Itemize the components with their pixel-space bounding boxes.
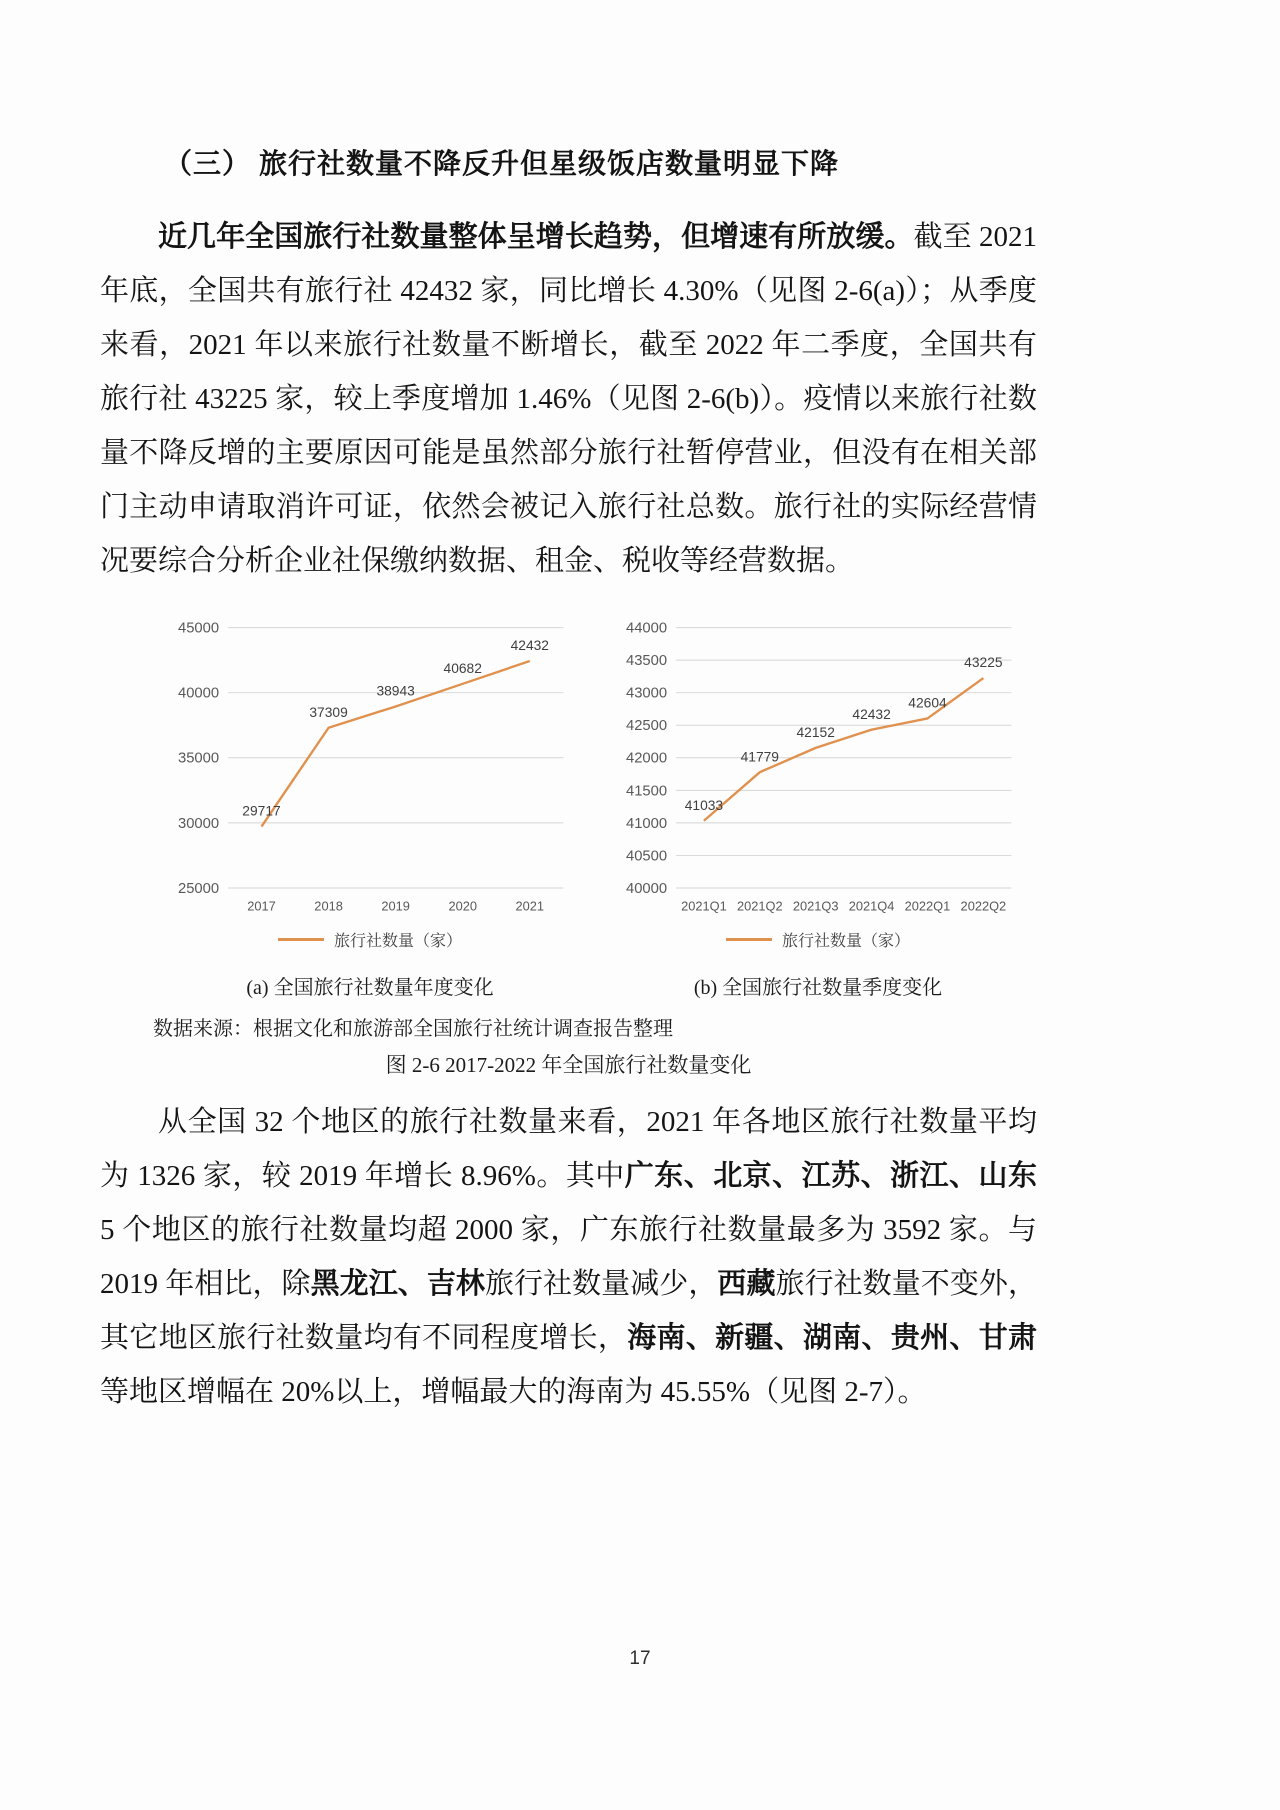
svg-text:37309: 37309 bbox=[309, 704, 348, 720]
svg-text:38943: 38943 bbox=[376, 683, 415, 699]
paragraph-regional-stats bbox=[100, 1095, 1037, 1419]
svg-text:2021: 2021 bbox=[515, 898, 545, 914]
figure-caption: 图 2-6 2017-2022 年全国旅行社数量变化 bbox=[385, 1052, 752, 1077]
svg-text:42604: 42604 bbox=[908, 695, 947, 711]
svg-text:44000: 44000 bbox=[625, 620, 668, 637]
svg-text:41500: 41500 bbox=[625, 783, 668, 800]
svg-text:2022Q2: 2022Q2 bbox=[960, 898, 1007, 914]
svg-text:41779: 41779 bbox=[740, 749, 779, 765]
svg-text:2021Q1: 2021Q1 bbox=[681, 898, 727, 914]
svg-text:25000: 25000 bbox=[177, 880, 220, 897]
paragraph-travel-agency-growth bbox=[100, 210, 1037, 588]
bold-text-run: 海南、新疆、湖南、贵州、甘肃 bbox=[627, 1321, 1037, 1354]
chart-quarterly bbox=[601, 598, 1035, 951]
svg-text:42152: 42152 bbox=[796, 725, 835, 741]
legend-label: 旅行社数量（家） bbox=[781, 932, 910, 950]
sub-captions bbox=[153, 971, 1035, 1000]
caption-b: (b) 全国旅行社数量季度变化 bbox=[693, 976, 943, 999]
text-run: 旅行社数量不变外，其它地区旅行社数量均有不同程度增长， bbox=[100, 1267, 1037, 1354]
chart-quarterly-legend bbox=[601, 928, 1035, 951]
svg-text:35000: 35000 bbox=[177, 750, 220, 767]
svg-text:40682: 40682 bbox=[443, 660, 482, 676]
svg-text:43000: 43000 bbox=[625, 685, 668, 702]
chart-annual bbox=[153, 598, 587, 951]
svg-text:2018: 2018 bbox=[314, 898, 343, 914]
svg-text:30000: 30000 bbox=[177, 815, 220, 832]
svg-text:2021Q2: 2021Q2 bbox=[736, 898, 783, 914]
svg-text:43225: 43225 bbox=[964, 655, 1003, 671]
page-number: 17 bbox=[629, 1648, 651, 1669]
svg-text:29717: 29717 bbox=[242, 803, 281, 819]
svg-text:40000: 40000 bbox=[177, 685, 220, 702]
svg-text:2019: 2019 bbox=[381, 898, 410, 914]
svg-text:40500: 40500 bbox=[625, 848, 668, 865]
chart-annual-legend bbox=[153, 928, 587, 951]
svg-text:42500: 42500 bbox=[625, 718, 668, 735]
bold-text-run: 近几年全国旅行社数量整体呈增长趋势，但增速有所放缓。 bbox=[158, 221, 914, 253]
text-run: 截至 2021 年底，全国共有旅行社 42432 家，同比增长 4.30%（见图 2-6(a)）；从季度来看，2021 年以来旅行社数量不断增长，截至 2022 年二季度，全国共有旅行社 43225 家，较上季度增加 1.46%（见图 2-6(b)）。疫情以来旅行社数量不降反增的主要原因可能是虽然部分旅行社暂停营业，但没有在相关部门主动申请取消许可证，依然会被记入旅行社总数。旅行社的实际经营情况要综合分析企业社保缴纳数据、租金、税收等经营数据。 bbox=[100, 221, 1037, 577]
svg-text:2020: 2020 bbox=[448, 898, 477, 914]
legend-line-icon bbox=[278, 938, 324, 941]
text-run: 5 个地区的旅行社数量均超 2000 家，广东旅行社数量最多为 3592 家。与 2019 年相比，除 bbox=[100, 1213, 1037, 1300]
text-run: 从全国 32 个地区的旅行社数量来看，2021 年各地区旅行社数量平均为 1326 家，较 2019 年增长 8.96%。其中 bbox=[100, 1105, 1037, 1192]
annual-travel-agency-chart-svg bbox=[153, 598, 587, 924]
svg-text:42432: 42432 bbox=[852, 706, 891, 722]
svg-text:2021Q3: 2021Q3 bbox=[792, 898, 839, 914]
svg-text:2021Q4: 2021Q4 bbox=[848, 898, 895, 914]
legend-line-icon bbox=[726, 938, 772, 941]
bold-text-run: 广东、北京、江苏、浙江、山东 bbox=[624, 1159, 1037, 1192]
svg-text:42000: 42000 bbox=[625, 750, 668, 767]
data-source-note: 数据来源：根据文化和旅游部全国旅行社统计调查报告整理 bbox=[153, 1017, 673, 1040]
text-run: 旅行社数量减少， bbox=[484, 1267, 718, 1300]
svg-text:42432: 42432 bbox=[510, 638, 549, 654]
figure-2-6-charts bbox=[153, 598, 1035, 951]
svg-text:40000: 40000 bbox=[625, 880, 668, 897]
svg-text:41000: 41000 bbox=[625, 815, 668, 832]
section-heading: （三） 旅行社数量不降反升但星级饭店数量明显下降 bbox=[164, 149, 840, 180]
svg-text:43500: 43500 bbox=[625, 653, 668, 670]
svg-text:2022Q1: 2022Q1 bbox=[904, 898, 951, 914]
legend-label: 旅行社数量（家） bbox=[333, 932, 462, 950]
svg-text:45000: 45000 bbox=[177, 620, 220, 637]
bold-text-run: 黑龙江、吉林 bbox=[310, 1267, 485, 1300]
svg-text:41033: 41033 bbox=[684, 797, 724, 813]
bold-text-run: 西藏 bbox=[717, 1267, 776, 1300]
caption-a: (a) 全国旅行社数量年度变化 bbox=[246, 976, 494, 999]
quarterly-travel-agency-chart-svg bbox=[601, 598, 1035, 924]
svg-text:2017: 2017 bbox=[247, 898, 276, 914]
text-run: 等地区增幅在 20%以上，增幅最大的海南为 45.55%（见图 2-7）。 bbox=[100, 1375, 927, 1408]
